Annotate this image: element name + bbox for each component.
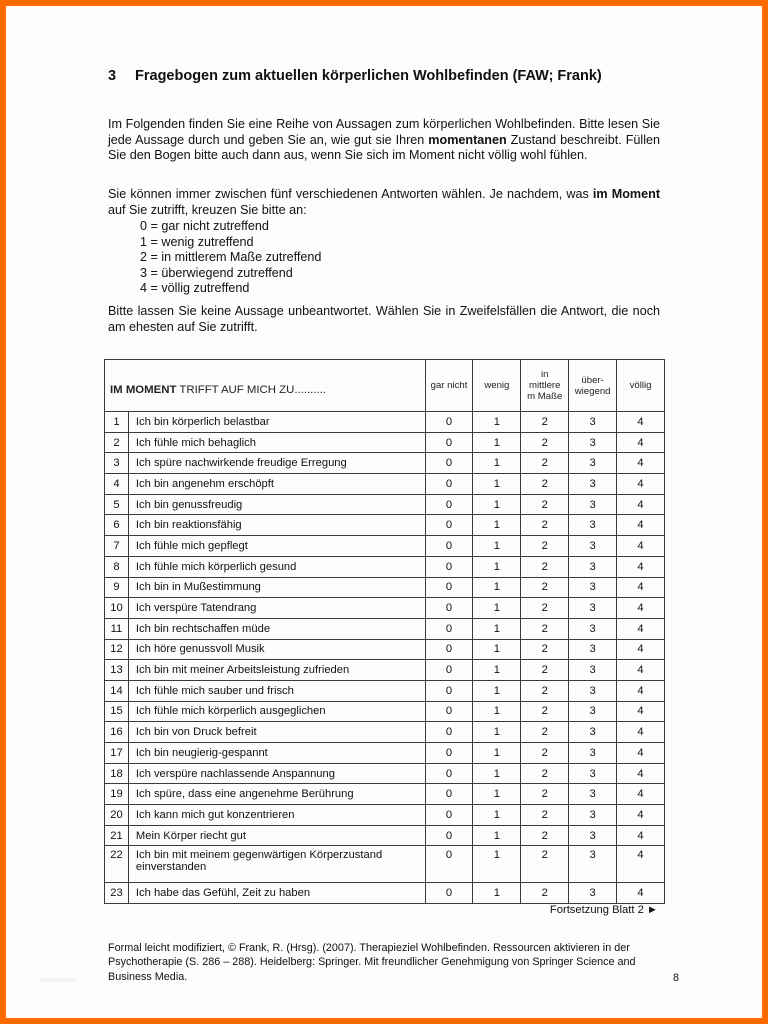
table-row [105, 577, 665, 598]
item-number: 20 [105, 805, 129, 826]
scale-item: 0 = gar nicht zutreffend [140, 219, 269, 233]
rating-option-4[interactable]: 4 [617, 805, 665, 826]
item-statement: Ich spüre nachwirkende freudige Erregung [128, 453, 425, 474]
faint-mark [40, 978, 76, 982]
item-number: 6 [105, 515, 129, 536]
rating-option-1[interactable]: 1 [473, 494, 521, 515]
rating-option-0[interactable]: 0 [425, 412, 473, 433]
rating-option-1[interactable]: 1 [473, 536, 521, 557]
rating-option-0[interactable]: 0 [425, 805, 473, 826]
rating-option-4[interactable]: 4 [617, 680, 665, 701]
rating-option-2[interactable]: 2 [521, 515, 569, 536]
item-statement: Ich fühle mich sauber und frisch [128, 680, 425, 701]
rating-option-1[interactable]: 1 [473, 618, 521, 639]
rating-option-0[interactable]: 0 [425, 680, 473, 701]
table-row [105, 556, 665, 577]
rating-option-3[interactable]: 3 [569, 763, 617, 784]
item-number: 23 [105, 883, 129, 904]
item-number: 14 [105, 680, 129, 701]
rating-option-3[interactable]: 3 [569, 743, 617, 764]
page-number: 8 [673, 972, 680, 984]
rating-option-2[interactable]: 2 [521, 453, 569, 474]
rating-option-0[interactable]: 0 [425, 453, 473, 474]
instruction-text-2: auf Sie zutrifft, kreuzen Sie bitte an: [108, 202, 307, 217]
rating-option-1[interactable]: 1 [473, 432, 521, 453]
rating-option-1[interactable]: 1 [473, 660, 521, 681]
rating-option-3[interactable]: 3 [569, 494, 617, 515]
table-row [105, 825, 665, 846]
rating-option-1[interactable]: 1 [473, 412, 521, 433]
item-number: 3 [105, 453, 129, 474]
item-number: 8 [105, 556, 129, 577]
rating-option-2[interactable]: 2 [521, 722, 569, 743]
rating-option-1[interactable]: 1 [473, 743, 521, 764]
rating-option-4[interactable]: 4 [617, 825, 665, 846]
table-row [105, 680, 665, 701]
intro-text-2: Zustand beschreibt. Füllen Sie den Bogen bitte auch dann aus, wenn Sie sich im Moment nicht völlig wohl fühlen. [108, 132, 661, 163]
header-text: TRIFFT AUF MICH ZU.......... [176, 384, 326, 396]
rating-option-2[interactable]: 2 [521, 763, 569, 784]
instruction-text-1: Sie können immer zwischen fünf verschiedenen Antworten wählen. Je nachdem, was [108, 187, 593, 201]
rating-option-4[interactable]: 4 [617, 763, 665, 784]
table-row [105, 763, 665, 784]
answer-scale-list [140, 219, 321, 297]
questionnaire-table [104, 359, 665, 904]
section-title [108, 68, 602, 84]
rating-option-3[interactable]: 3 [569, 453, 617, 474]
document-page [6, 6, 762, 1018]
rating-option-1[interactable]: 1 [473, 805, 521, 826]
table-row [105, 883, 665, 904]
item-statement: Mein Körper riecht gut [128, 825, 425, 846]
item-number: 9 [105, 577, 129, 598]
rating-option-4[interactable]: 4 [617, 660, 665, 681]
rating-option-4[interactable]: 4 [617, 846, 665, 883]
item-statement: Ich fühle mich körperlich gesund [128, 556, 425, 577]
rating-option-1[interactable]: 1 [473, 722, 521, 743]
rating-option-0[interactable]: 0 [425, 618, 473, 639]
rating-option-0[interactable]: 0 [425, 660, 473, 681]
rating-option-2[interactable]: 2 [521, 743, 569, 764]
table-row [105, 805, 665, 826]
rating-option-4[interactable]: 4 [617, 784, 665, 805]
item-statement: Ich bin mit meinem gegenwärtigen Körperzustand einverstanden [128, 846, 425, 883]
rating-option-3[interactable]: 3 [569, 883, 617, 904]
item-statement: Ich fühle mich körperlich ausgeglichen [128, 701, 425, 722]
intro-text-1: Im Folgenden finden Sie eine Reihe von Aussagen zum körperlichen Wohlbefinden. Bitte lesen Sie jede Aussage durch und geben Sie an, wie gut sie Ihren [108, 117, 660, 147]
item-number: 10 [105, 598, 129, 619]
item-number: 12 [105, 639, 129, 660]
continuation-note: Fortsetzung Blatt 2 ► [549, 904, 658, 916]
rating-option-4[interactable]: 4 [617, 722, 665, 743]
item-statement: Ich bin rechtschaffen müde [128, 618, 425, 639]
item-statement: Ich verspüre Tatendrang [128, 598, 425, 619]
rating-option-4[interactable]: 4 [617, 474, 665, 495]
rating-option-2[interactable]: 2 [521, 883, 569, 904]
rating-option-3[interactable]: 3 [569, 536, 617, 557]
rating-option-2[interactable]: 2 [521, 536, 569, 557]
rating-option-2[interactable]: 2 [521, 784, 569, 805]
rating-option-3[interactable]: 3 [569, 680, 617, 701]
column-header-ueberwiegend: über- wiegend [569, 360, 617, 412]
rating-option-2[interactable]: 2 [521, 556, 569, 577]
rating-option-0[interactable]: 0 [425, 556, 473, 577]
rating-option-2[interactable]: 2 [521, 494, 569, 515]
table-row [105, 722, 665, 743]
rating-option-3[interactable]: 3 [569, 805, 617, 826]
table-row [105, 598, 665, 619]
rating-option-3[interactable]: 3 [569, 577, 617, 598]
rating-option-3[interactable]: 3 [569, 432, 617, 453]
instruction-emphasis: im Moment [592, 187, 661, 201]
table-row [105, 412, 665, 433]
rating-option-1[interactable]: 1 [473, 846, 521, 883]
rating-option-0[interactable]: 0 [425, 639, 473, 660]
table-row [105, 701, 665, 722]
rating-option-2[interactable]: 2 [521, 577, 569, 598]
rating-option-0[interactable]: 0 [425, 432, 473, 453]
item-number: 11 [105, 618, 129, 639]
item-statement: Ich bin mit meiner Arbeitsleistung zufrieden [128, 660, 425, 681]
rating-option-1[interactable]: 1 [473, 784, 521, 805]
rating-option-1[interactable]: 1 [473, 474, 521, 495]
rating-option-3[interactable]: 3 [569, 660, 617, 681]
item-statement: Ich bin reaktionsfähig [128, 515, 425, 536]
table-row [105, 639, 665, 660]
table-row [105, 515, 665, 536]
rating-option-0[interactable]: 0 [425, 763, 473, 784]
scale-item: 4 = völlig zutreffend [140, 281, 250, 296]
header-emphasis: IM MOMENT [110, 384, 177, 396]
closing-paragraph: Bitte lassen Sie keine Aussage unbeantwortet. Wählen Sie in Zweifelsfällen die Antwort, die noch am ehesten auf Sie zutrifft. [108, 304, 660, 334]
rating-option-3[interactable]: 3 [569, 515, 617, 536]
table-row [105, 846, 665, 883]
item-number: 21 [105, 825, 129, 846]
citation-footnote: Formal leicht modifiziert, © Frank, R. (Hrsg). (2007). Therapieziel Wohlbefinden. Ressourcen aktivieren in der Psychotherapie (S. 286 – 288). Heidelberg: Springer. Mit freundlicher Genehmigung von Springer Science and Business Media. [108, 942, 636, 983]
rating-option-3[interactable]: 3 [569, 825, 617, 846]
table-row [105, 494, 665, 515]
rating-option-0[interactable]: 0 [425, 784, 473, 805]
column-header-voellig: völlig [617, 360, 665, 412]
item-statement: Ich kann mich gut konzentrieren [128, 805, 425, 826]
item-number: 1 [105, 412, 129, 433]
item-statement: Ich bin genussfreudig [128, 494, 425, 515]
rating-option-0[interactable]: 0 [425, 846, 473, 883]
rating-option-2[interactable]: 2 [521, 701, 569, 722]
rating-option-4[interactable]: 4 [617, 453, 665, 474]
item-statement: Ich verspüre nachlassende Anspannung [128, 763, 425, 784]
rating-option-0[interactable]: 0 [425, 474, 473, 495]
rating-option-3[interactable]: 3 [569, 846, 617, 883]
item-number: 22 [105, 846, 129, 883]
item-number: 13 [105, 660, 129, 681]
rating-option-2[interactable]: 2 [521, 598, 569, 619]
scale-item: 3 = überwiegend zutreffend [140, 265, 293, 280]
rating-option-3[interactable]: 3 [569, 784, 617, 805]
rating-option-2[interactable]: 2 [521, 639, 569, 660]
item-statement: Ich bin von Druck befreit [128, 722, 425, 743]
item-statement: Ich habe das Gefühl, Zeit zu haben [128, 883, 425, 904]
rating-option-1[interactable]: 1 [473, 515, 521, 536]
table-row [105, 784, 665, 805]
item-statement: Ich fühle mich gepflegt [128, 536, 425, 557]
rating-option-0[interactable]: 0 [425, 536, 473, 557]
item-number: 17 [105, 743, 129, 764]
item-statement: Ich spüre, dass eine angenehme Berührung [128, 784, 425, 805]
rating-option-4[interactable]: 4 [617, 412, 665, 433]
item-number: 16 [105, 722, 129, 743]
rating-option-2[interactable]: 2 [521, 805, 569, 826]
rating-option-1[interactable]: 1 [473, 453, 521, 474]
rating-option-3[interactable]: 3 [569, 474, 617, 495]
scale-item: 2 = in mittlerem Maße zutreffend [140, 250, 322, 265]
rating-option-3[interactable]: 3 [569, 412, 617, 433]
item-statement: Ich bin angenehm erschöpft [128, 474, 425, 495]
item-statement: Ich bin körperlich belastbar [128, 412, 425, 433]
rating-option-3[interactable]: 3 [569, 701, 617, 722]
rating-option-0[interactable]: 0 [425, 825, 473, 846]
rating-option-4[interactable]: 4 [617, 598, 665, 619]
rating-option-4[interactable]: 4 [617, 515, 665, 536]
rating-option-2[interactable]: 2 [521, 412, 569, 433]
item-number: 2 [105, 432, 129, 453]
table-row [105, 474, 665, 495]
rating-option-4[interactable]: 4 [617, 618, 665, 639]
section-title-text: Fragebogen zum aktuellen körperlichen Wohlbefinden (FAW; Frank) [135, 68, 602, 84]
item-number: 7 [105, 536, 129, 557]
column-header-wenig: wenig [473, 360, 521, 412]
rating-option-2[interactable]: 2 [521, 846, 569, 883]
rating-option-4[interactable]: 4 [617, 536, 665, 557]
rating-option-1[interactable]: 1 [473, 825, 521, 846]
rating-option-0[interactable]: 0 [425, 701, 473, 722]
item-number: 19 [105, 784, 129, 805]
table-row [105, 660, 665, 681]
intro-paragraph [108, 117, 660, 164]
instruction-paragraph [108, 187, 660, 218]
rating-option-4[interactable]: 4 [617, 639, 665, 660]
rating-option-3[interactable]: 3 [569, 598, 617, 619]
rating-option-2[interactable]: 2 [521, 660, 569, 681]
column-header-mittlerem-masse: in mittlere m Maße [521, 360, 569, 412]
rating-option-2[interactable]: 2 [521, 474, 569, 495]
item-number: 4 [105, 474, 129, 495]
rating-option-1[interactable]: 1 [473, 680, 521, 701]
rating-option-3[interactable]: 3 [569, 556, 617, 577]
table-row [105, 536, 665, 557]
rating-option-0[interactable]: 0 [425, 494, 473, 515]
item-statement: Ich fühle mich behaglich [128, 432, 425, 453]
rating-option-4[interactable]: 4 [617, 701, 665, 722]
item-statement: Ich bin neugierig-gespannt [128, 743, 425, 764]
intro-emphasis: momentanen [428, 132, 507, 147]
rating-option-4[interactable]: 4 [617, 743, 665, 764]
rating-option-4[interactable]: 4 [617, 577, 665, 598]
rating-option-1[interactable]: 1 [473, 763, 521, 784]
rating-option-0[interactable]: 0 [425, 577, 473, 598]
rating-option-2[interactable]: 2 [521, 825, 569, 846]
rating-option-2[interactable]: 2 [521, 432, 569, 453]
scale-item: 1 = wenig zutreffend [140, 234, 254, 249]
table-row [105, 432, 665, 453]
table-row [105, 743, 665, 764]
table-row [105, 618, 665, 639]
rating-option-1[interactable]: 1 [473, 701, 521, 722]
rating-option-4[interactable]: 4 [617, 556, 665, 577]
table-row [105, 453, 665, 474]
rating-option-1[interactable]: 1 [473, 556, 521, 577]
table-header-statement [105, 360, 426, 412]
rating-option-0[interactable]: 0 [425, 743, 473, 764]
column-header-gar-nicht: gar nicht [425, 360, 473, 412]
rating-option-3[interactable]: 3 [569, 639, 617, 660]
rating-option-3[interactable]: 3 [569, 618, 617, 639]
rating-option-0[interactable]: 0 [425, 722, 473, 743]
item-number: 5 [105, 494, 129, 515]
rating-option-1[interactable]: 1 [473, 577, 521, 598]
rating-option-2[interactable]: 2 [521, 680, 569, 701]
item-statement: Ich bin in Mußestimmung [128, 577, 425, 598]
item-statement: Ich höre genussvoll Musik [128, 639, 425, 660]
rating-option-4[interactable]: 4 [617, 494, 665, 515]
item-number: 15 [105, 701, 129, 722]
table-header-row [105, 360, 665, 412]
rating-option-0[interactable]: 0 [425, 515, 473, 536]
rating-option-4[interactable]: 4 [617, 883, 665, 904]
rating-option-3[interactable]: 3 [569, 722, 617, 743]
rating-option-0[interactable]: 0 [425, 883, 473, 904]
section-number: 3 [108, 68, 117, 84]
rating-option-4[interactable]: 4 [617, 432, 665, 453]
rating-option-1[interactable]: 1 [473, 639, 521, 660]
rating-option-2[interactable]: 2 [521, 618, 569, 639]
rating-option-1[interactable]: 1 [473, 883, 521, 904]
rating-option-0[interactable]: 0 [425, 598, 473, 619]
rating-option-1[interactable]: 1 [473, 598, 521, 619]
item-number: 18 [105, 763, 129, 784]
